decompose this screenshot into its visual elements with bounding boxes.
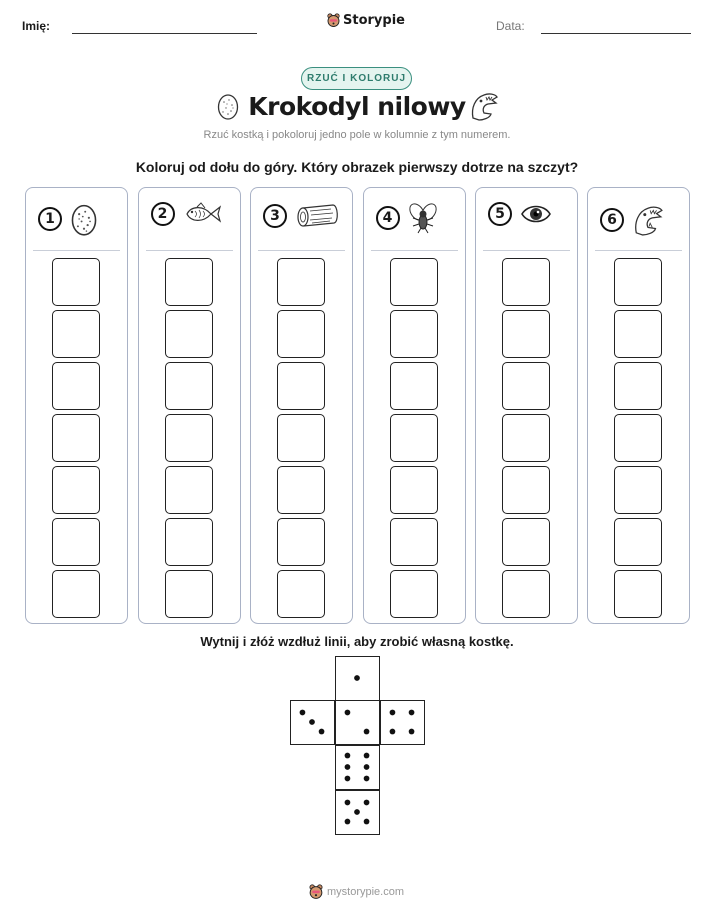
column-2 — [138, 187, 241, 624]
color-cell[interactable] — [277, 570, 325, 618]
fly-icon — [408, 202, 438, 234]
color-cell[interactable] — [277, 414, 325, 462]
dice-face-4 — [380, 700, 425, 745]
color-cell[interactable] — [52, 310, 100, 358]
color-cell[interactable] — [614, 258, 662, 306]
color-cell[interactable] — [165, 414, 213, 462]
eye-icon — [520, 202, 552, 226]
column-4 — [363, 187, 466, 624]
footer — [309, 884, 404, 900]
brand-logo — [327, 13, 405, 28]
column-5 — [475, 187, 578, 624]
die-number: 4 — [376, 206, 400, 230]
dice-face-3 — [290, 700, 335, 745]
crocodile-head-icon — [469, 90, 499, 122]
color-cell[interactable] — [390, 414, 438, 462]
date-label: Data: — [496, 19, 525, 33]
column-divider — [371, 250, 458, 251]
column-header — [488, 202, 552, 226]
column-header — [376, 202, 438, 234]
column-divider — [258, 250, 345, 251]
color-cell[interactable] — [165, 570, 213, 618]
color-cell[interactable] — [502, 570, 550, 618]
color-cell[interactable] — [390, 466, 438, 514]
color-cell[interactable] — [614, 466, 662, 514]
color-cell[interactable] — [502, 310, 550, 358]
color-cell[interactable] — [52, 414, 100, 462]
log-icon — [295, 202, 341, 230]
crocodile-head-icon — [632, 202, 664, 238]
name-label: Imię: — [22, 19, 51, 33]
column-divider — [483, 250, 570, 251]
dice-face-5 — [335, 790, 380, 835]
color-cell[interactable] — [52, 362, 100, 410]
color-cell[interactable] — [52, 466, 100, 514]
column-divider — [146, 250, 233, 251]
column-3 — [250, 187, 353, 624]
footer-url[interactable]: mystorypie.com — [327, 886, 405, 898]
color-cell[interactable] — [502, 466, 550, 514]
color-cell[interactable] — [277, 518, 325, 566]
color-cell[interactable] — [52, 258, 100, 306]
fish-icon — [183, 202, 223, 226]
column-divider — [595, 250, 682, 251]
color-cell[interactable] — [277, 310, 325, 358]
instruction-text: Koloruj od dołu do góry. Który obrazek pierwszy dotrze na szczyt? — [135, 159, 579, 175]
color-cell[interactable] — [502, 362, 550, 410]
color-cell[interactable] — [52, 570, 100, 618]
color-cell[interactable] — [390, 362, 438, 410]
dice-net — [290, 656, 425, 836]
color-cell[interactable] — [165, 466, 213, 514]
die-number: 6 — [600, 208, 624, 232]
color-cell[interactable] — [390, 570, 438, 618]
color-cell[interactable] — [165, 362, 213, 410]
die-number: 5 — [488, 202, 512, 226]
color-cell[interactable] — [277, 362, 325, 410]
name-line[interactable] — [72, 33, 257, 34]
column-header — [600, 202, 664, 238]
color-cell[interactable] — [165, 310, 213, 358]
color-cell[interactable] — [614, 570, 662, 618]
column-header — [151, 202, 223, 226]
color-cell[interactable] — [614, 310, 662, 358]
date-line[interactable] — [541, 33, 691, 34]
color-cell[interactable] — [165, 518, 213, 566]
egg-icon — [70, 202, 98, 236]
bear-logo-icon — [309, 884, 323, 900]
color-cell[interactable] — [52, 518, 100, 566]
die-number: 2 — [151, 202, 175, 226]
race-columns — [25, 187, 690, 624]
column-6 — [587, 187, 690, 624]
color-cell[interactable] — [277, 466, 325, 514]
column-1 — [25, 187, 128, 624]
cut-instruction: Wytnij i złóż wzdłuż linii, aby zrobić własną kostkę. — [200, 634, 514, 649]
die-number: 1 — [38, 207, 62, 231]
color-cell[interactable] — [277, 258, 325, 306]
dice-face-2 — [335, 700, 380, 745]
bear-logo-icon — [327, 13, 340, 28]
color-cell[interactable] — [614, 414, 662, 462]
color-cell[interactable] — [614, 362, 662, 410]
color-cell[interactable] — [614, 518, 662, 566]
activity-pill: RZUĆ I KOLORUJ — [301, 67, 412, 90]
color-cell[interactable] — [390, 518, 438, 566]
dice-face-1 — [335, 656, 380, 701]
color-cell[interactable] — [165, 258, 213, 306]
color-cell[interactable] — [390, 310, 438, 358]
column-header — [263, 202, 341, 230]
page-subtitle: Rzuć kostką i pokoloruj jedno pole w kolumnie z tym numerem. — [203, 129, 511, 141]
brand-name: Storypie — [343, 13, 405, 28]
die-number: 3 — [263, 204, 287, 228]
column-header — [38, 202, 98, 236]
color-cell[interactable] — [502, 258, 550, 306]
color-cell[interactable] — [502, 414, 550, 462]
color-cell[interactable] — [390, 258, 438, 306]
color-cell[interactable] — [502, 518, 550, 566]
page-title: Krokodyl nilowy — [248, 92, 466, 121]
dice-face-6 — [335, 745, 380, 790]
column-divider — [33, 250, 120, 251]
